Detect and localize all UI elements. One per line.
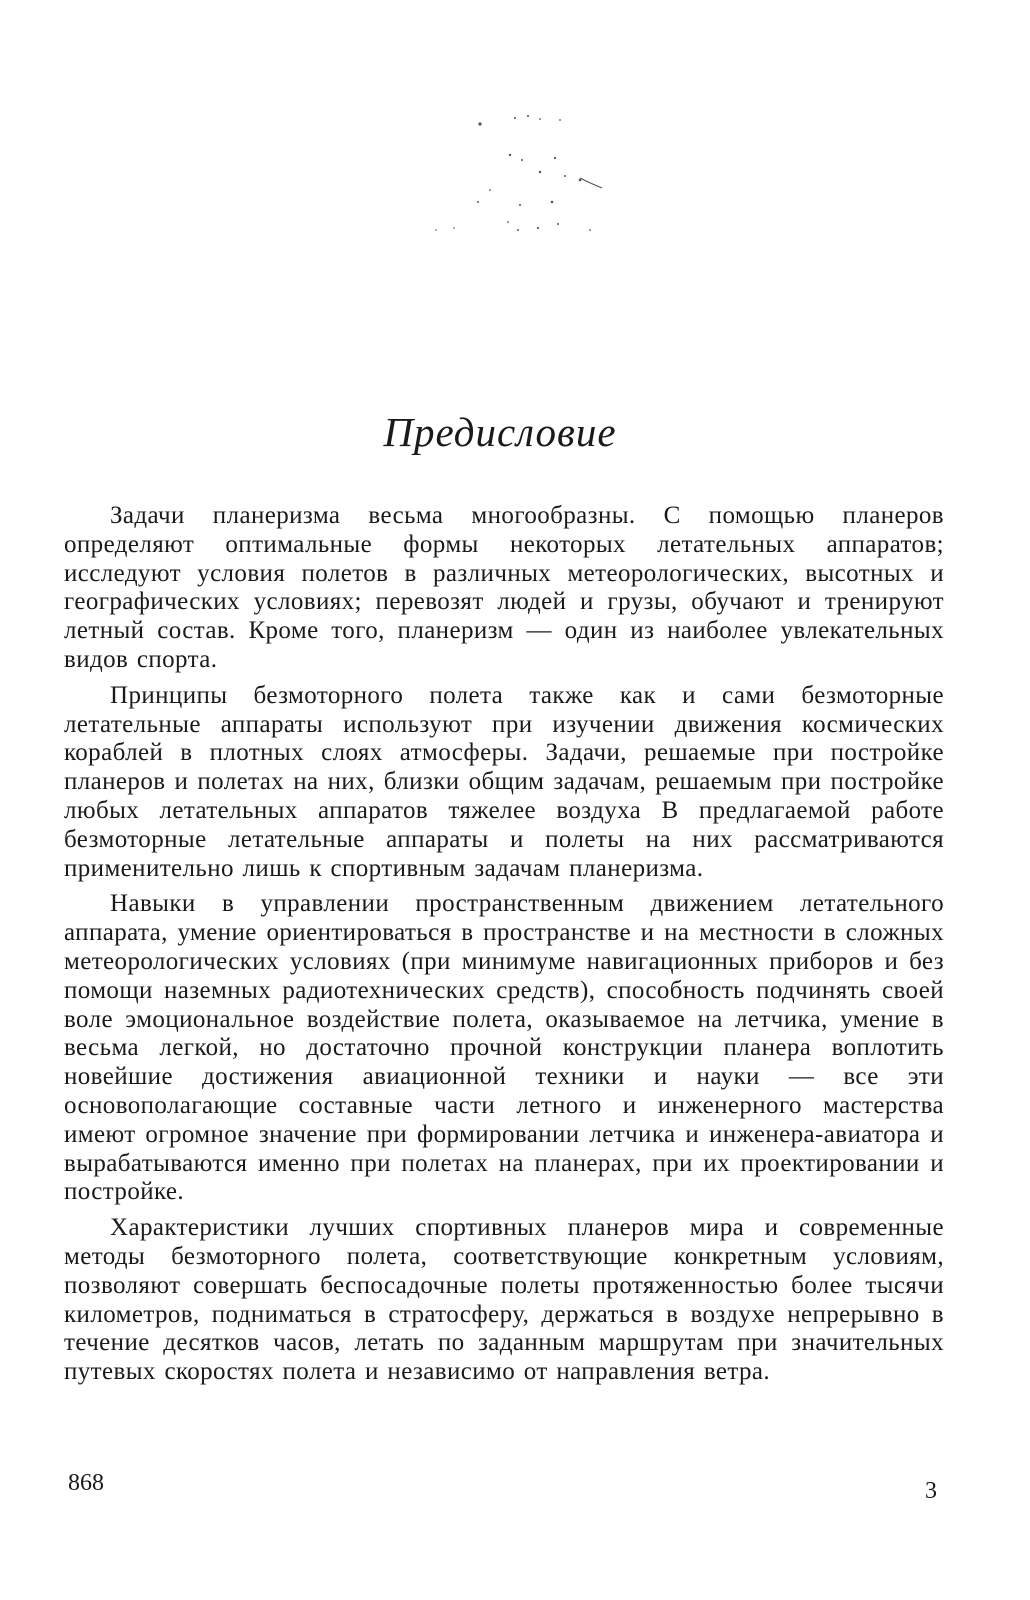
body-text <box>64 502 944 1394</box>
page-number: 3 <box>925 1478 937 1504</box>
paragraph: Принципы безмоторного полета также как и сами безмоторные летательные аппараты используют при изучении движения космических кораблей в плотных слоях атмосферы. Задачи, решаемые при постройке планеров и полетах на них, близки общим задачам, решаемым при постройке любых летательных аппаратов тяжелее воздуха В предлагаемой работе безмоторные летательные аппараты и полеты на них рассматриваются применительно лишь к спортивным задачам планеризма. <box>64 681 944 882</box>
print-mark: 868 <box>68 1470 104 1496</box>
paragraph: Навыки в управлении пространственным движением летательного аппарата, умение ориентироваться в пространстве и на местности в сложных метеорологических условиях (при минимуме навигационных приборов и без помощи наземных радиотехнических средств), способность подчинять своей воле эмоциональное воздействие полета, оказываемое на летчика, умение в весьма легкой, но достаточно прочной конструкции планера воплотить новейшие достижения авиационной техники и науки — все эти основополагающие составные части летного и инженерного мастерства имеют огромное значение при формировании летчика и инженера-авиатора и вырабатываются именно при полетах на планерах, при их проектировании и постройке. <box>64 890 944 1206</box>
paragraph: Задачи планеризма весьма многообразны. С помощью планеров определяют оптимальные формы некоторых летательных аппаратов; исследуют условия полетов в различных метеорологических, высотных и географических условиях; перевозят людей и грузы, обучают и тренируют летный состав. Кроме того, планеризм — один из наиболее увлекательных видов спорта. <box>64 502 944 673</box>
scan-specks-decoration <box>380 110 680 240</box>
paragraph: Характеристики лучших спортивных планеров мира и современные методы безмоторного полета, соответствующие конкретным условиям, позволяют совершать беспосадочные полеты протяженностью более тысячи километров, подниматься в стратосферу, держаться в воздухе непрерывно в течение десятков часов, летать по заданным маршрутам при значительных путевых скоростях полета и независимо от направления ветра. <box>64 1214 944 1386</box>
page-title: Предисловие <box>383 409 617 455</box>
